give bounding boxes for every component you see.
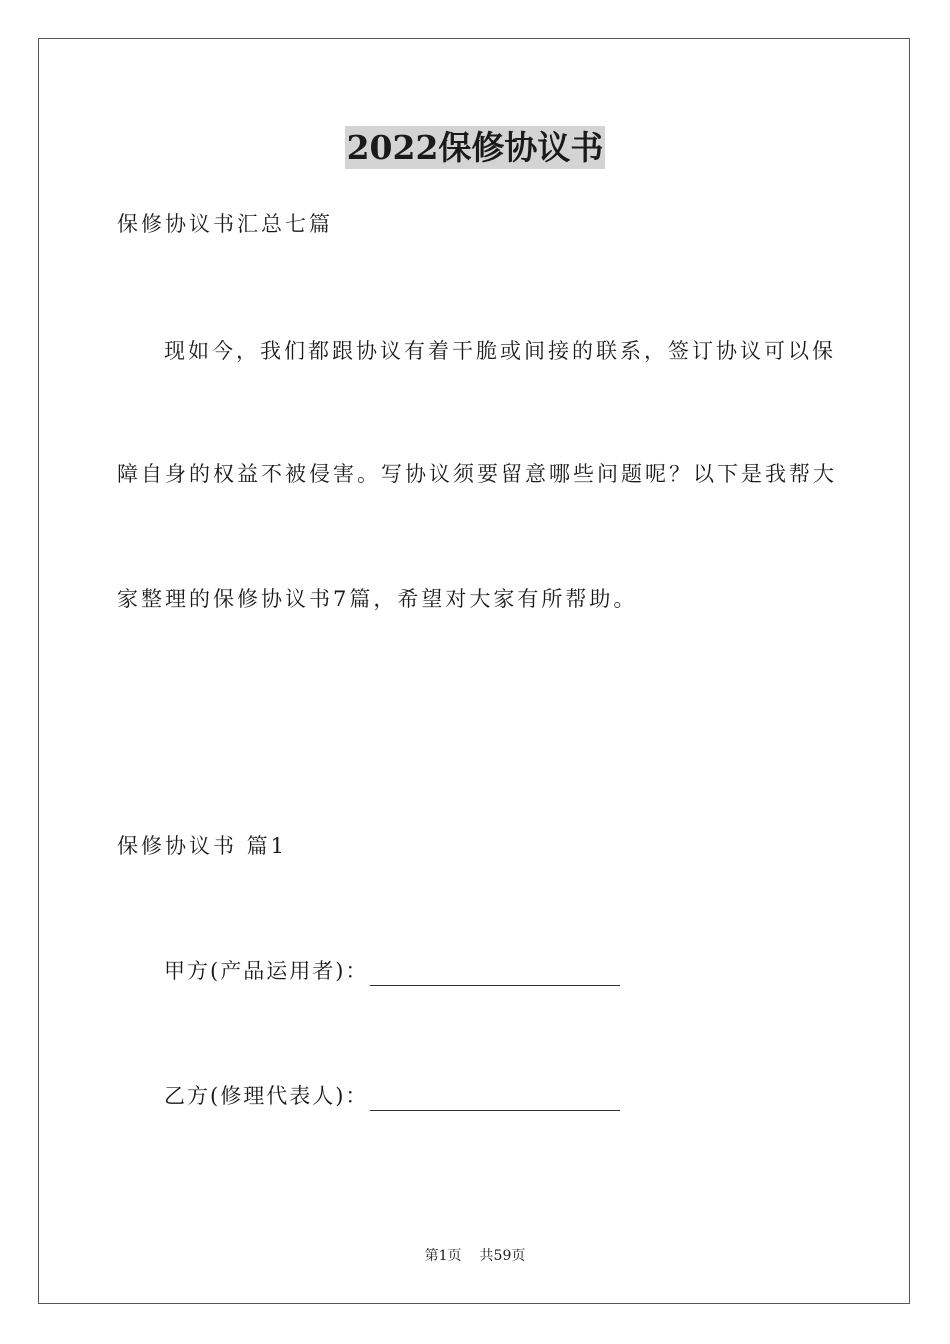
party-a-field: [164, 956, 620, 986]
page-number: 第1页: [424, 1248, 462, 1264]
party-a-label: 甲方(产品运用者)：: [164, 959, 369, 983]
page-total: 共59页: [479, 1248, 526, 1264]
document-title: [0, 124, 950, 172]
intro-line-3: 家整理的保修协议书7篇，希望对大家有所帮助。: [117, 587, 638, 611]
party-b-field: [164, 1081, 620, 1111]
section-heading: 保修协议书 篇1: [117, 834, 288, 858]
document-subtitle: 保修协议书汇总七篇: [117, 212, 333, 236]
page-footer: [0, 1246, 950, 1266]
intro-line-2: 障自身的权益不被侵害。写协议须要留意哪些问题呢？以下是我帮大: [117, 462, 837, 486]
intro-line-1: 现如今，我们都跟协议有着干脆或间接的联系，签订协议可以保: [164, 339, 836, 363]
party-b-label: 乙方(修理代表人)：: [164, 1084, 369, 1108]
document-title-text: 2022保修协议书: [346, 128, 604, 167]
party-a-blank-line: [370, 963, 620, 986]
party-b-blank-line: [370, 1088, 620, 1111]
